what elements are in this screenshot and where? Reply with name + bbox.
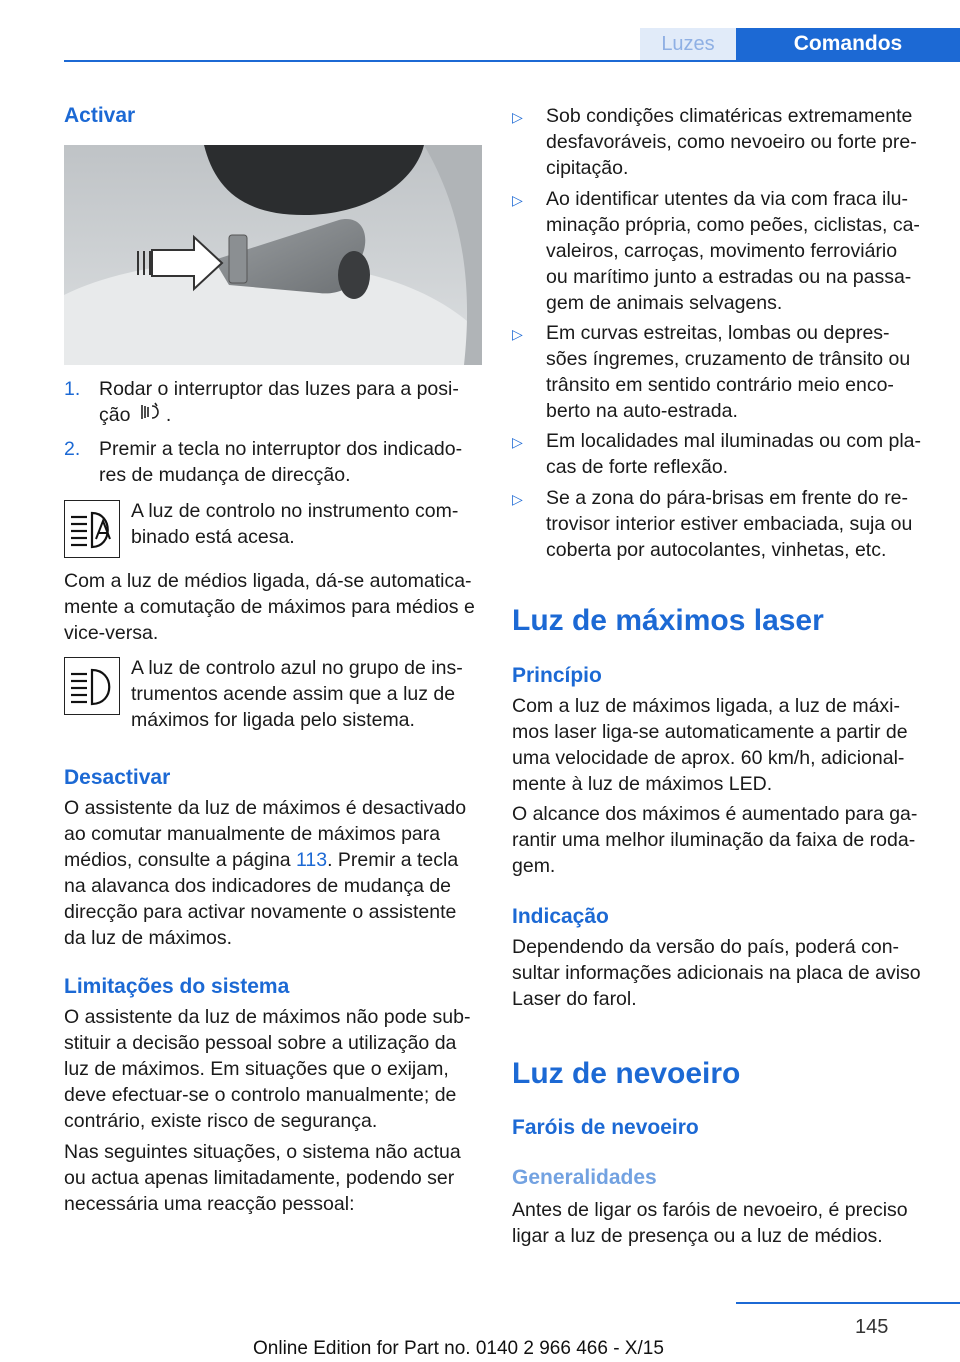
high-beam-assist-indicator-icon — [64, 500, 120, 558]
indicacao-heading: Indicação — [512, 905, 609, 928]
paragraph-limitacoes: O assistente da luz de máximos não pode sub- stituir a decisão pessoal sobre a utilização da luz de máximos. Em situações que o exijam, deve efectuar-se o controlo manualmente; de contrário, existe risco de segurança. — [64, 1006, 471, 1132]
page-number: 145 — [855, 1316, 889, 1338]
tab-comandos[interactable]: Comandos — [736, 28, 960, 62]
page-reference-link[interactable]: 113 — [295, 849, 328, 871]
paragraph-alcance: O alcance dos máximos é aumentado para ga- rantir uma melhor iluminação da faixa de roda- gem. — [512, 803, 918, 877]
bullet-item: Se a zona do pára-brisas em frente do re- trovisor interior estiver embaciada, suja ou coberta por autocolantes, vinhetas, etc. — [546, 487, 913, 561]
high-beam-assist-icon — [140, 402, 162, 429]
tab-luzes[interactable]: Luzes — [640, 28, 736, 60]
header-rule — [64, 60, 960, 62]
fog-light-section-title: Luz de nevoeiro — [512, 1057, 741, 1090]
bullet-marker: ▷ — [512, 192, 523, 208]
bullet-marker: ▷ — [512, 434, 523, 450]
farois-heading: Faróis de nevoeiro — [512, 1116, 699, 1139]
desactivar-heading: Desactivar — [64, 766, 171, 789]
note-blue-indicator: A luz de controlo azul no grupo de ins- trumentos acende assim que a luz de máximos for ligada pelo sistema. — [131, 657, 463, 731]
step-2-text: Premir a tecla no interruptor dos indicado- res de mudança de direcção. — [99, 438, 463, 486]
bullet-item: Ao identificar utentes da via com fraca ilu- minação própria, como peões, ciclistas, ca- valeiros, carroças, movimento ferroviário ou marítimo junto a estradas ou na passa- gem de animais selvagens. — [546, 188, 920, 314]
paragraph-auto-switch: Com a luz de médios ligada, dá-se automatica- mente a comutação de máximos para médios e vice-versa. — [64, 570, 475, 644]
light-switch-illustration — [64, 145, 482, 365]
high-beam-indicator-icon — [64, 657, 120, 715]
bullet-item: Em localidades mal iluminadas ou com pla- cas de forte reflexão. — [546, 430, 922, 478]
activar-heading: Activar — [64, 104, 136, 127]
edition-footer: Online Edition for Part no. 0140 2 966 466 - X/15 — [253, 1338, 664, 1359]
step-1-text: Rodar o interruptor das luzes para a posi- ção . — [99, 376, 459, 429]
step-number: 2. — [64, 438, 81, 460]
paragraph-situacoes: Nas seguintes situações, o sistema não actua ou actua apenas limitadamente, podendo ser necessária uma reacção pessoal: — [64, 1141, 461, 1215]
limitacoes-heading: Limitações do sistema — [64, 975, 290, 998]
bullet-marker: ▷ — [512, 326, 523, 342]
bullet-marker: ▷ — [512, 109, 523, 125]
laser-section-title: Luz de máximos laser — [512, 604, 824, 637]
bullet-item: Em curvas estreitas, lombas ou depres- sões íngremes, cruzamento de trânsito ou trânsito em sentido contrário meio enco- berto na auto-estrada. — [546, 322, 911, 422]
step-number: 1. — [64, 378, 81, 400]
stalk-lever-image — [64, 145, 482, 365]
generalidades-heading: Generalidades — [512, 1166, 657, 1189]
paragraph-principio: Com a luz de máximos ligada, a luz de máxi- mos laser liga-se automaticamente a partir de uma velocidade de aprox. 60 km/h, adicional- mente à luz de máximos LED. — [512, 695, 908, 795]
principio-heading: Princípio — [512, 664, 602, 687]
paragraph-indicacao: Dependendo da versão do país, poderá con- sultar informações adicionais na placa de aviso Laser do farol. — [512, 936, 921, 1010]
footer-rule — [736, 1302, 960, 1304]
note-indicator-lit: A luz de controlo no instrumento com- binado está acesa. — [131, 500, 459, 548]
bullet-item: Sob condições climatéricas extremamente desfavoráveis, como nevoeiro ou forte pre- cipitação. — [546, 105, 917, 179]
paragraph-generalidades: Antes de ligar os faróis de nevoeiro, é preciso ligar a luz de presença ou a luz de médios. — [512, 1199, 908, 1247]
paragraph-desactivar: O assistente da luz de máximos é desactivado ao comutar manualmente de máximos para médios, consulte a página 113. Premir a tecla na alavanca dos indicadores de mudança de direcção para activar novamente o assistente da luz de máximos. — [64, 797, 467, 949]
bullet-marker: ▷ — [512, 491, 523, 507]
